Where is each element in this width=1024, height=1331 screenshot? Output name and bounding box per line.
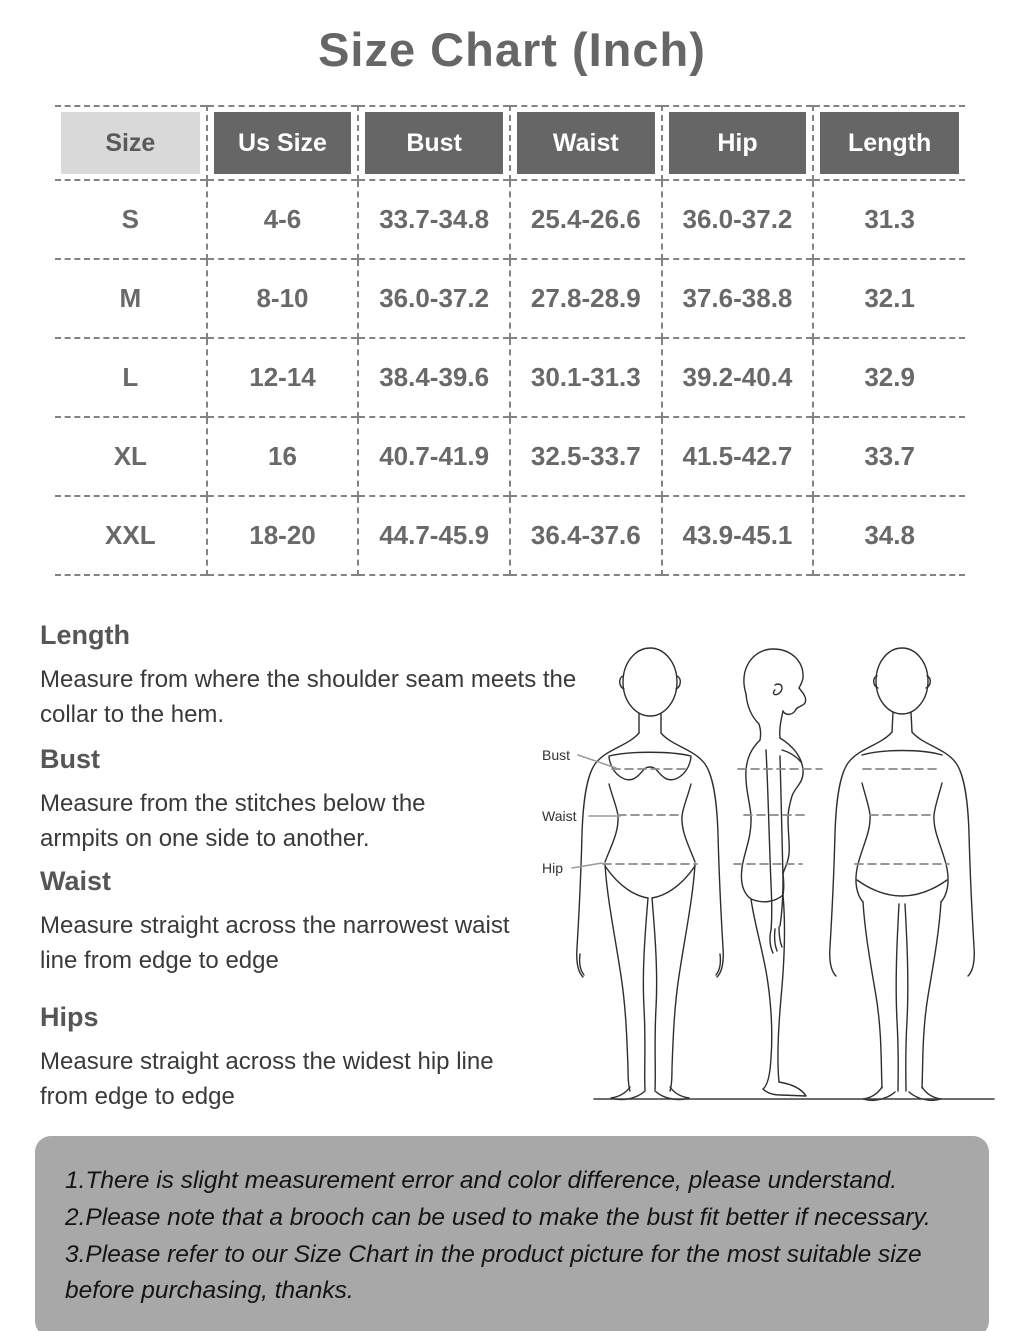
section-hips (40, 1002, 520, 1115)
measurement-dashes (603, 769, 949, 864)
section-bust (40, 744, 510, 857)
section-text: Measure from the stitches below the armpits on one side to another. (40, 790, 426, 852)
table-cell: 38.4-39.6 (358, 338, 510, 417)
table-cell: 33.7-34.8 (358, 180, 510, 259)
figure-label-bust: Bust (542, 747, 571, 763)
column-header-hip: Hip (669, 112, 807, 174)
notes-box (35, 1136, 989, 1331)
table-cell: 36.0-37.2 (662, 180, 814, 259)
table-cell: 8-10 (207, 259, 359, 338)
table-row-xxl (55, 496, 965, 575)
section-text: Measure from where the shoulder seam meets the collar to the hem. (40, 666, 577, 728)
table-cell: 34.8 (864, 520, 915, 550)
section-length (40, 620, 580, 733)
page-title: Size Chart (Inch) (318, 23, 706, 76)
table-cell: 37.6-38.8 (662, 259, 814, 338)
table-row-l (55, 338, 965, 417)
section-heading: Bust (40, 744, 100, 774)
table-cell: 27.8-28.9 (510, 259, 662, 338)
table-cell: 18-20 (207, 496, 359, 575)
table-cell: 25.4-26.6 (510, 180, 662, 259)
table-row-s (55, 180, 965, 259)
table-row-xl (55, 417, 965, 496)
table-cell: 36.4-37.6 (510, 496, 662, 575)
column-header-waist: Waist (517, 112, 655, 174)
table-row-m (55, 259, 965, 338)
table-cell: 32.1 (864, 283, 915, 313)
column-header-bust: Bust (365, 112, 503, 174)
body-measurement-diagram (532, 636, 1012, 1114)
figure-label-hip: Hip (542, 860, 564, 876)
section-heading: Length (40, 620, 130, 650)
table-cell: 12-14 (207, 338, 359, 417)
header-row (55, 106, 965, 180)
section-waist (40, 866, 530, 979)
front-figure (577, 648, 724, 1100)
table-cell: 16 (207, 417, 359, 496)
side-figure (741, 649, 806, 1096)
table-cell: 43.9-45.1 (662, 496, 814, 575)
section-text: Measure straight across the narrowest waist line from edge to edge (40, 912, 510, 974)
table-cell: 31.3 (864, 204, 915, 234)
table-cell: 33.7 (864, 441, 915, 471)
note-line: 1.There is slight measurement error and color difference, please understand. (65, 1167, 898, 1194)
size-table-body (55, 180, 965, 575)
size-table (55, 105, 965, 576)
hip-leader-line (572, 863, 602, 868)
column-header-ussize: Us Size (214, 112, 352, 174)
back-figure (830, 648, 975, 1100)
column-header-size: Size (61, 112, 200, 174)
table-cell: 40.7-41.9 (358, 417, 510, 496)
size-row-label: S (55, 180, 207, 259)
section-heading: Hips (40, 1002, 99, 1032)
table-cell: 39.2-40.4 (662, 338, 814, 417)
figure-label-waist: Waist (542, 808, 577, 824)
table-cell: 44.7-45.9 (358, 496, 510, 575)
column-header-length: Length (820, 112, 959, 174)
table-cell: 32.5-33.7 (510, 417, 662, 496)
section-text: Measure straight across the widest hip line from edge to edge (40, 1048, 494, 1110)
section-heading: Waist (40, 866, 112, 896)
size-table-header (55, 106, 965, 180)
note-line: 2.Please note that a brooch can be used to make the bust fit better if necessary. (65, 1203, 931, 1231)
table-cell: 4-6 (207, 180, 359, 259)
size-row-label: M (55, 259, 207, 338)
size-row-label: XL (55, 417, 207, 496)
size-row-label: L (55, 338, 207, 417)
size-row-label: XXL (55, 496, 207, 575)
table-cell: 41.5-42.7 (662, 417, 814, 496)
note-line: 3.Please refer to our Size Chart in the product picture for the most suitable size before purchasing, thanks. (65, 1240, 922, 1305)
table-cell: 36.0-37.2 (358, 259, 510, 338)
table-cell: 30.1-31.3 (510, 338, 662, 417)
table-cell: 32.9 (864, 362, 915, 392)
